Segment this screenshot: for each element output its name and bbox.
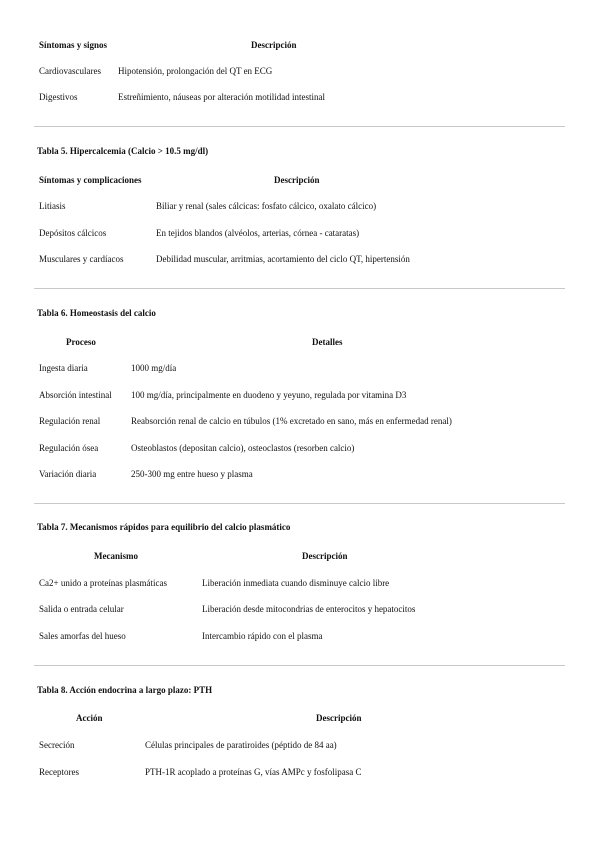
t7-row2-col1: Salida o entrada celular bbox=[39, 604, 124, 614]
section-divider bbox=[34, 665, 565, 666]
t4-row2-col2: Estreñimiento, náuseas por alteración motilidad intestinal bbox=[118, 92, 325, 102]
t8-row1-col2: Células principales de paratiroides (péptido de 84 aa) bbox=[145, 740, 337, 750]
t6-row1-col2: 1000 mg/día bbox=[131, 363, 177, 373]
section-divider bbox=[34, 288, 565, 289]
t4-row1-col2: Hipotensión, prolongación del QT en ECG bbox=[118, 66, 273, 76]
t4-header-col2: Descripción bbox=[251, 40, 297, 50]
t6-caption: Tabla 6. Homeostasis del calcio bbox=[37, 308, 156, 318]
t4-row2-col1: Digestivos bbox=[39, 92, 78, 102]
t8-row2-col1: Receptores bbox=[39, 767, 79, 777]
t6-row5-col2: 250-300 mg entre hueso y plasma bbox=[131, 469, 253, 479]
t6-row5-col1: Variación diaria bbox=[39, 469, 97, 479]
t4-header-col1: Síntomas y signos bbox=[39, 40, 108, 50]
t4-row1-col1: Cardiovasculares bbox=[39, 66, 101, 76]
t6-row2-col2: 100 mg/día, principalmente en duodeno y yeyuno, regulada por vitamina D3 bbox=[131, 390, 407, 400]
t7-header-col2: Descripción bbox=[302, 551, 348, 561]
t8-header-col2: Descripción bbox=[316, 713, 362, 723]
t6-row3-col2: Reabsorción renal de calcio en túbulos (1% excretado en sano, más en enfermedad renal) bbox=[131, 416, 452, 426]
t5-header-col2: Descripción bbox=[274, 175, 320, 185]
t6-row3-col1: Regulación renal bbox=[39, 416, 101, 426]
t8-row2-col2: PTH-1R acoplado a proteínas G, vías AMPc y fosfolipasa C bbox=[145, 767, 362, 777]
t6-row4-col1: Regulación ósea bbox=[39, 443, 99, 453]
t7-header-col1: Mecanismo bbox=[94, 551, 138, 561]
t7-row3-col1: Sales amorfas del hueso bbox=[39, 631, 126, 641]
section-divider bbox=[34, 126, 565, 127]
t7-row3-col2: Intercambio rápido con el plasma bbox=[202, 631, 323, 641]
t8-header-col1: Acción bbox=[76, 713, 103, 723]
t7-caption: Tabla 7. Mecanismos rápidos para equilibrio del calcio plasmático bbox=[37, 522, 291, 532]
t6-header-col1: Proceso bbox=[66, 337, 96, 347]
t7-row2-col2: Liberación desde mitocondrias de enterocitos y hepatocitos bbox=[202, 604, 416, 614]
t5-caption: Tabla 5. Hipercalcemia (Calcio > 10.5 mg/dl) bbox=[37, 146, 209, 156]
section-divider bbox=[34, 503, 565, 504]
t5-row2-col1: Depósitos cálcicos bbox=[39, 228, 107, 238]
t8-caption: Tabla 8. Acción endocrina a largo plazo: PTH bbox=[37, 685, 213, 695]
t7-row1-col1: Ca2+ unido a proteínas plasmáticas bbox=[39, 578, 168, 588]
t5-header-col1: Síntomas y complicaciones bbox=[39, 175, 142, 185]
t6-row2-col1: Absorción intestinal bbox=[39, 390, 112, 400]
t6-row1-col1: Ingesta diaria bbox=[39, 363, 88, 373]
t6-row4-col2: Osteoblastos (depositan calcio), osteoclastos (resorben calcio) bbox=[131, 443, 355, 453]
t5-row1-col2: Biliar y renal (sales cálcicas: fosfato cálcico, oxalato cálcico) bbox=[156, 201, 377, 211]
t5-row2-col2: En tejidos blandos (alvéolos, arterias, córnea - cataratas) bbox=[156, 228, 360, 238]
t6-header-col2: Detalles bbox=[312, 337, 343, 347]
t5-row3-col2: Debilidad muscular, arritmias, acortamiento del ciclo QT, hipertensión bbox=[156, 254, 410, 264]
t5-row3-col1: Musculares y cardíacos bbox=[39, 254, 124, 264]
t5-row1-col1: Litiasis bbox=[39, 201, 66, 211]
t7-row1-col2: Liberación inmediata cuando disminuye calcio libre bbox=[202, 578, 390, 588]
t8-row1-col1: Secreción bbox=[39, 740, 75, 750]
